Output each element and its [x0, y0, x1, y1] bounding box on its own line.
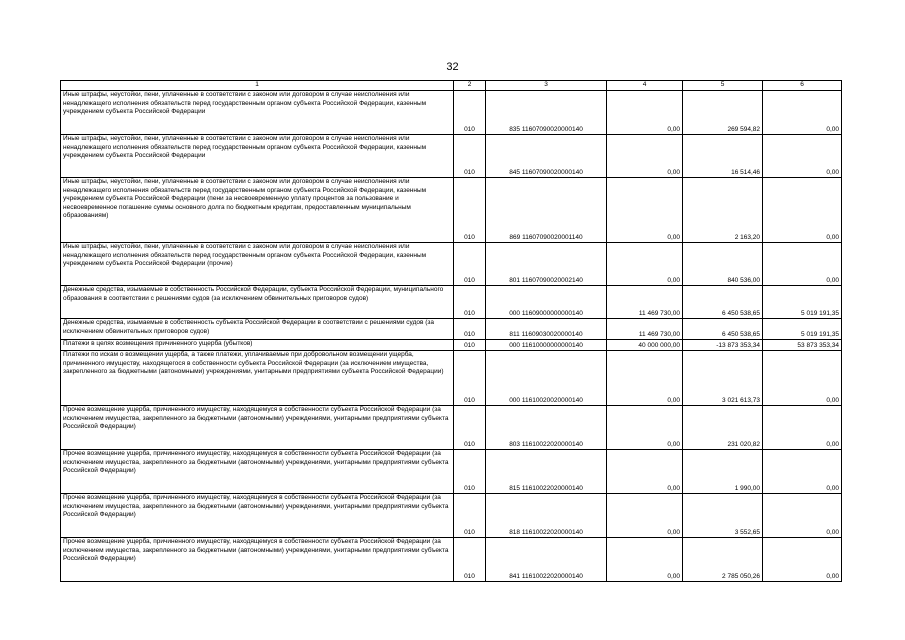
- row-col5-value: 269 594,82: [683, 91, 763, 135]
- row-col5-value: 16 514,46: [683, 135, 763, 178]
- row-col6-value: 5 019 191,35: [763, 319, 842, 340]
- row-budget-code: 841 11610022020000140: [486, 538, 607, 582]
- table-row: [61, 286, 842, 319]
- row-budget-code: 000 11610020020000140: [486, 351, 607, 406]
- row-description: Прочее возмещение ущерба, причиненного имуществу, находящемуся в собственности субъекта Российской Федерации (за исключением имущества, закрепленного за бюджетными (автономными) учреждениями, унитарными предприятиями субъекта Российской Федерации): [61, 494, 454, 538]
- column-header: 3: [486, 81, 607, 91]
- column-header: 4: [607, 81, 683, 91]
- row-col4-value: 0,00: [607, 450, 683, 494]
- table-row: [61, 494, 842, 538]
- column-header: 1: [61, 81, 454, 91]
- row-description: Денежные средства, изымаемые в собственность Российской Федерации, субъекта Российской Федерации, муниципального образования в соответствии с решениями судов (за исключением обвинительных приговоров судов): [61, 286, 454, 319]
- row-col4-value: 0,00: [607, 243, 683, 286]
- table-row: [61, 243, 842, 286]
- row-line-code: 010: [454, 319, 486, 340]
- row-description: Иные штрафы, неустойки, пени, уплаченные в соответствии с законом или договором в случае неисполнения или ненадлежащего исполнения обязательств перед государственным органом субъекта Российской Федерации, казенным учреждением субъекта Российской Федерации (пени за несвоевременную уплату процентов за пользование и несвоевременное погашение суммы основного долга по бюджетным кредитам, предоставленным муниципальным образованиям): [61, 178, 454, 243]
- row-line-code: 010: [454, 135, 486, 178]
- row-col5-value: 231 020,82: [683, 406, 763, 450]
- table-row: [61, 91, 842, 135]
- column-header: 6: [763, 81, 842, 91]
- row-col6-value: 5 019 191,35: [763, 286, 842, 319]
- row-budget-code: 803 11610022020000140: [486, 406, 607, 450]
- row-line-code: 010: [454, 494, 486, 538]
- row-line-code: 010: [454, 351, 486, 406]
- row-description: Прочее возмещение ущерба, причиненного имуществу, находящемуся в собственности субъекта Российской Федерации (за исключением имущества, закрепленного за бюджетными (автономными) учреждениями, унитарными предприятиями субъекта Российской Федерации): [61, 406, 454, 450]
- row-col4-value: 0,00: [607, 538, 683, 582]
- row-col4-value: 0,00: [607, 135, 683, 178]
- row-budget-code: 000 11609000000000140: [486, 286, 607, 319]
- row-description: Иные штрафы, неустойки, пени, уплаченные в соответствии с законом или договором в случае неисполнения или ненадлежащего исполнения обязательств перед государственным органом субъекта Российской Федерации, казенным учреждением субъекта Российской Федерации: [61, 91, 454, 135]
- row-col6-value: 0,00: [763, 178, 842, 243]
- row-col4-value: 0,00: [607, 494, 683, 538]
- row-line-code: 010: [454, 286, 486, 319]
- row-line-code: 010: [454, 538, 486, 582]
- row-budget-code: 835 11607090020000140: [486, 91, 607, 135]
- row-col5-value: 2 163,20: [683, 178, 763, 243]
- row-col6-value: 53 873 353,34: [763, 340, 842, 351]
- row-budget-code: 818 11610022020000140: [486, 494, 607, 538]
- row-col6-value: 0,00: [763, 91, 842, 135]
- column-header: 2: [454, 81, 486, 91]
- row-line-code: 010: [454, 91, 486, 135]
- row-col5-value: -13 873 353,34: [683, 340, 763, 351]
- row-col5-value: 3 552,65: [683, 494, 763, 538]
- table-row: [61, 135, 842, 178]
- row-col6-value: 0,00: [763, 351, 842, 406]
- header-row: [61, 81, 842, 91]
- row-col4-value: 0,00: [607, 406, 683, 450]
- row-description: Денежные средства, изымаемые в собственность субъекта Российской Федерации в соответствии с решениями судов (за исключением обвинительных приговоров судов): [61, 319, 454, 340]
- row-col4-value: 11 469 730,00: [607, 319, 683, 340]
- table-row: [61, 450, 842, 494]
- row-col6-value: 0,00: [763, 450, 842, 494]
- table-row: [61, 406, 842, 450]
- row-col6-value: 0,00: [763, 538, 842, 582]
- row-col6-value: 0,00: [763, 243, 842, 286]
- row-col5-value: 2 785 050,26: [683, 538, 763, 582]
- row-line-code: 010: [454, 406, 486, 450]
- page-number: 32: [446, 61, 459, 73]
- row-col6-value: 0,00: [763, 406, 842, 450]
- table-row: [61, 319, 842, 340]
- row-col4-value: 0,00: [607, 351, 683, 406]
- report-table: [60, 80, 842, 582]
- row-col5-value: 1 990,00: [683, 450, 763, 494]
- row-col6-value: 0,00: [763, 494, 842, 538]
- row-col5-value: 3 021 613,73: [683, 351, 763, 406]
- row-col5-value: 6 450 538,65: [683, 286, 763, 319]
- row-col4-value: 0,00: [607, 178, 683, 243]
- row-col6-value: 0,00: [763, 135, 842, 178]
- row-line-code: 010: [454, 450, 486, 494]
- row-budget-code: 869 11607090020001140: [486, 178, 607, 243]
- row-description: Прочее возмещение ущерба, причиненного имуществу, находящемуся в собственности субъекта Российской Федерации (за исключением имущества, закрепленного за бюджетными (автономными) учреждениями, унитарными предприятиями субъекта Российской Федерации): [61, 450, 454, 494]
- row-col4-value: 0,00: [607, 91, 683, 135]
- row-budget-code: 801 11607090020002140: [486, 243, 607, 286]
- column-header: 5: [683, 81, 763, 91]
- row-description: Иные штрафы, неустойки, пени, уплаченные в соответствии с законом или договором в случае неисполнения или ненадлежащего исполнения обязательств перед государственным органом субъекта Российской Федерации, казенным учреждением субъекта Российской Федерации (прочие): [61, 243, 454, 286]
- row-line-code: 010: [454, 178, 486, 243]
- row-col5-value: 6 450 538,65: [683, 319, 763, 340]
- row-col5-value: 840 536,00: [683, 243, 763, 286]
- table-row: [61, 538, 842, 582]
- row-description: Платежи в целях возмещения причиненного ущерба (убытков): [61, 340, 454, 351]
- table-row: [61, 340, 842, 351]
- row-col4-value: 40 000 000,00: [607, 340, 683, 351]
- row-budget-code: 000 11610000000000140: [486, 340, 607, 351]
- row-budget-code: 811 11609030020000140: [486, 319, 607, 340]
- row-line-code: 010: [454, 340, 486, 351]
- row-description: Прочее возмещение ущерба, причиненного имуществу, находящемуся в собственности субъекта Российской Федерации (за исключением имущества, закрепленного за бюджетными (автономными) учреждениями, унитарными предприятиями субъекта Российской Федерации): [61, 538, 454, 582]
- row-line-code: 010: [454, 243, 486, 286]
- row-col4-value: 11 469 730,00: [607, 286, 683, 319]
- row-description: Иные штрафы, неустойки, пени, уплаченные в соответствии с законом или договором в случае неисполнения или ненадлежащего исполнения обязательств перед государственным органом субъекта Российской Федерации, казенным учреждением субъекта Российской Федерации: [61, 135, 454, 178]
- table-row: [61, 351, 842, 406]
- table-row: [61, 178, 842, 243]
- row-description: Платежи по искам о возмещении ущерба, а также платежи, уплачиваемые при добровольном возмещении ущерба, причиненного имуществу, находящегося в собственности субъекта Российской Федерации (за исключением имущества, закрепленного за бюджетными (автономными) учреждениями, унитарными предприятиями субъекта Российской Федерации): [61, 351, 454, 406]
- row-budget-code: 815 11610022020000140: [486, 450, 607, 494]
- row-budget-code: 845 11607090020000140: [486, 135, 607, 178]
